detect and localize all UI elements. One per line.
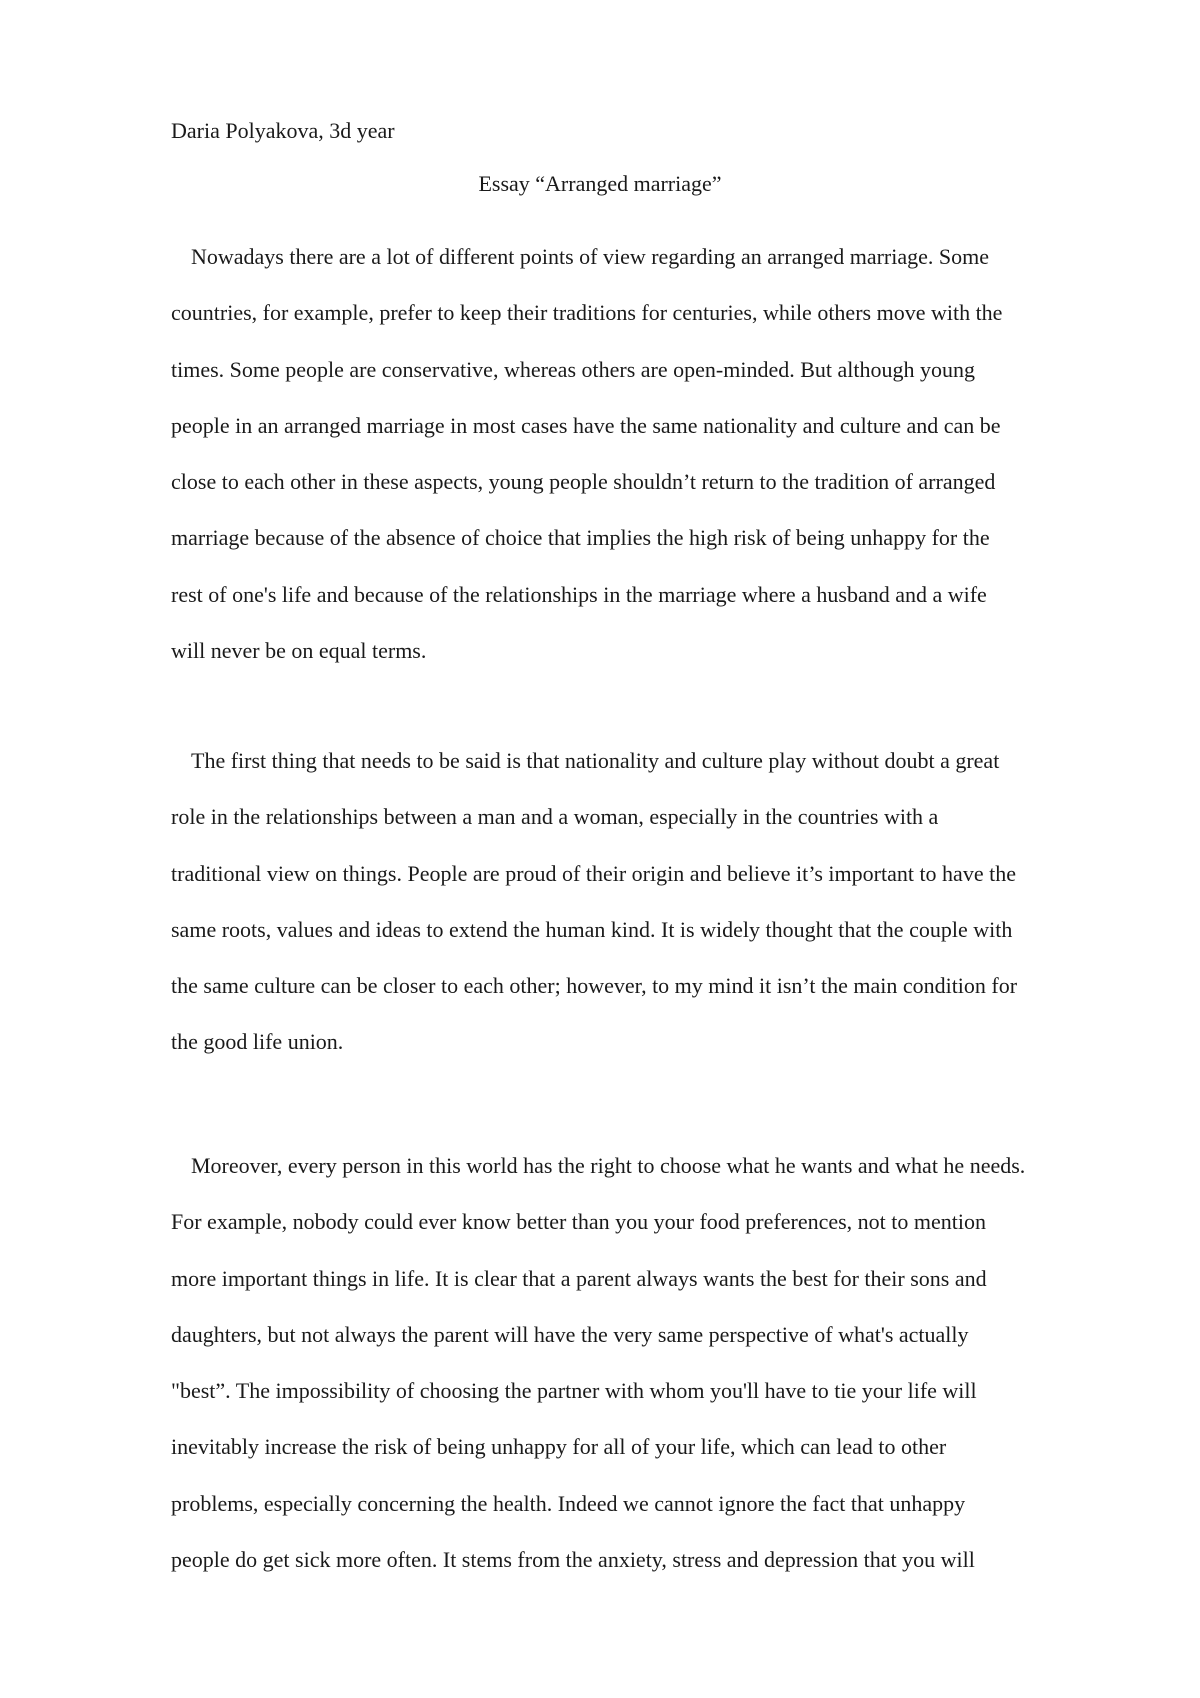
text-line: marriage because of the absence of choice that implies the high risk of being unhappy for the [171, 525, 990, 551]
text-line: more important things in life. It is clear that a parent always wants the best for their sons and [171, 1265, 987, 1291]
text-line: the same culture can be closer to each other; however, to my mind it isn’t the main condition for [171, 973, 1018, 999]
paragraph-3 [171, 1152, 1131, 1602]
text-line: Nowadays there are a lot of different points of view regarding an arranged marriage. Some [191, 244, 990, 269]
text-line: role in the relationships between a man and a woman, especially in the countries with a [171, 804, 939, 830]
text-line: will never be on equal terms. [171, 638, 427, 664]
text-line: For example, nobody could ever know better than you your food preferences, not to mention [171, 1209, 986, 1235]
text-line: close to each other in these aspects, young people shouldn’t return to the tradition of arranged [171, 469, 996, 495]
text-line: countries, for example, prefer to keep their traditions for centuries, while others move with the [171, 300, 1003, 326]
author-line: Daria Polyakova, 3d year [171, 118, 395, 143]
essay-title: Essay “Arranged marriage” [478, 171, 722, 196]
text-line: rest of one's life and because of the relationships in the marriage where a husband and a wife [171, 581, 987, 607]
text-line: "best”. The impossibility of choosing the partner with whom you'll have to tie your life will [171, 1378, 977, 1404]
text-line: same roots, values and ideas to extend the human kind. It is widely thought that the couple with [171, 916, 1013, 942]
paragraph-2 [171, 747, 1131, 1085]
text-line: inevitably increase the risk of being unhappy for all of your life, which can lead to other [171, 1434, 947, 1460]
text-line: Moreover, every person in this world has the right to choose what he wants and what he needs. [191, 1153, 1026, 1178]
text-line: daughters, but not always the parent will have the very same perspective of what's actually [171, 1321, 969, 1347]
text-line: people do get sick more often. It stems from the anxiety, stress and depression that you will [171, 1547, 975, 1573]
text-line: the good life union. [171, 1029, 344, 1055]
paragraph-1 [171, 243, 1131, 693]
text-line: traditional view on things. People are proud of their origin and believe it’s important to have the [171, 860, 1016, 886]
text-line: people in an arranged marriage in most cases have the same nationality and culture and can be [171, 412, 1001, 438]
text-line: times. Some people are conservative, whereas others are open-minded. But although young [171, 356, 975, 382]
text-line: The first thing that needs to be said is that nationality and culture play without doubt a great [191, 748, 1000, 773]
text-line: problems, especially concerning the health. Indeed we cannot ignore the fact that unhappy [171, 1490, 966, 1516]
